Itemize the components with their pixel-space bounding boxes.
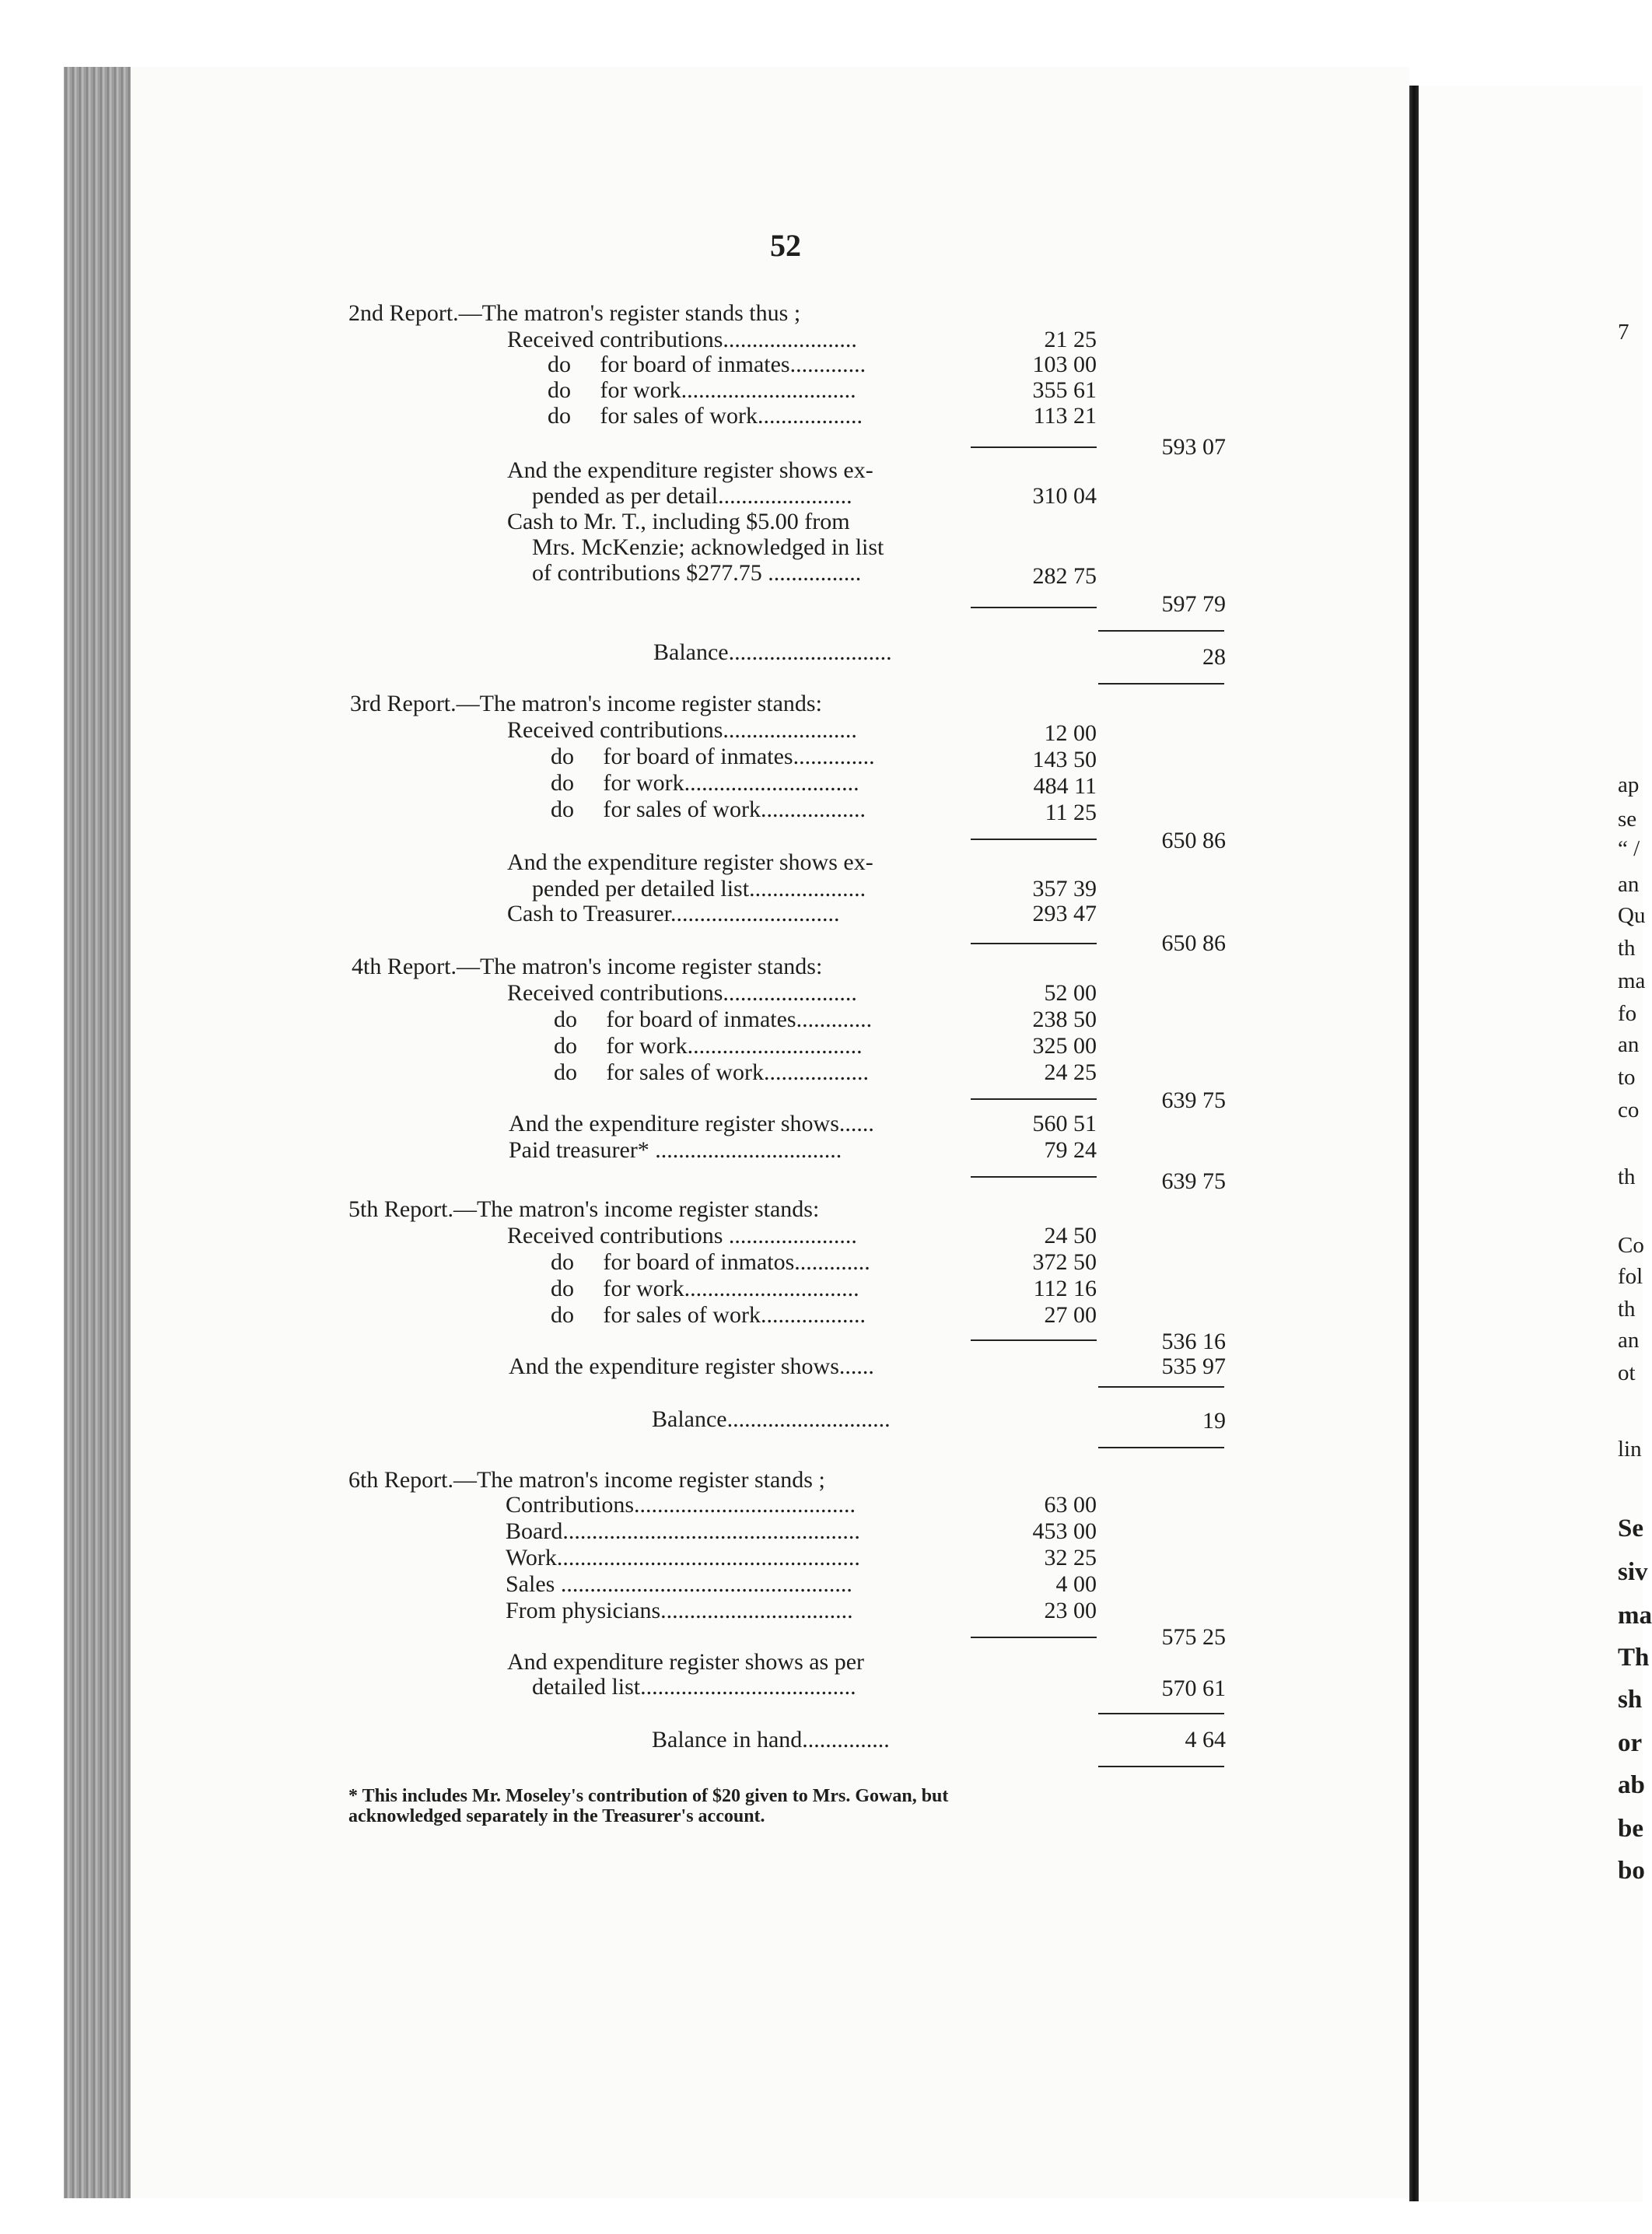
report-3-value-work: 484 11 xyxy=(1033,773,1097,799)
report-2-expenditure-total: 597 79 xyxy=(1161,591,1226,617)
report-2-income-total: 593 07 xyxy=(1161,434,1226,460)
report-5-heading: 5th Report.—The matron's income register stands: xyxy=(348,1196,820,1222)
report-3-cash-line: Cash to Treasurer............................. xyxy=(507,901,840,926)
balance-rule xyxy=(1098,1447,1224,1448)
report-4-line-sales: do for sales of work.................. xyxy=(554,1059,869,1085)
report-2-line-sales: do for sales of work.................. xyxy=(548,403,863,429)
report-6-balance-value: 4 64 xyxy=(1185,1727,1226,1753)
right-page-fragment: Th xyxy=(1618,1644,1650,1672)
report-5-value-sales: 27 00 xyxy=(1044,1302,1097,1328)
right-page-fragment: an xyxy=(1618,1032,1640,1057)
right-page-fragment: siv xyxy=(1618,1558,1648,1586)
report-6-line-contributions: Contributions...................................... xyxy=(506,1492,856,1518)
report-6-line-work: Work.................................................... xyxy=(506,1545,860,1570)
report-5-value-work: 112 16 xyxy=(1033,1276,1097,1301)
report-6-line-board: Board................................................... xyxy=(506,1518,860,1544)
sum-rule xyxy=(971,446,1097,448)
right-page-fragment: bo xyxy=(1618,1857,1645,1885)
sum-rule xyxy=(971,943,1097,944)
report-5-expenditure-line: And the expenditure register shows...... xyxy=(509,1353,874,1379)
right-page-fragment: fol xyxy=(1618,1264,1643,1289)
report-6-value-board: 453 00 xyxy=(1032,1518,1097,1544)
right-page-fragment: an xyxy=(1618,1328,1640,1353)
report-3-line-sales: do for sales of work.................. xyxy=(551,797,866,822)
right-page xyxy=(1419,86,1646,2201)
report-5-balance-label: Balance............................ xyxy=(652,1406,891,1432)
report-6-value-contributions: 63 00 xyxy=(1044,1492,1097,1518)
report-4-line-contributions: Received contributions....................... xyxy=(507,980,857,1006)
report-3-expenditure-line-1: And the expenditure register shows ex- xyxy=(507,849,873,875)
page-gutter xyxy=(64,67,131,2198)
right-page-fragment: or xyxy=(1618,1729,1643,1757)
footnote: * This includes Mr. Moseley's contribution of $20 given to Mrs. Gowan, but acknowledged separately in the Treasurer's account. xyxy=(348,1786,949,1826)
report-4-heading: 4th Report.—The matron's income register stands: xyxy=(352,954,823,979)
right-page-fragment: an xyxy=(1618,872,1640,897)
report-2-line-contributions: Received contributions....................... xyxy=(507,327,857,352)
right-page-fragment: “ / xyxy=(1618,836,1640,861)
sum-rule xyxy=(1098,630,1224,632)
report-2-value-board: 103 00 xyxy=(1032,352,1097,377)
report-2-line-work: do for work.............................. xyxy=(548,377,856,403)
report-2-cash-line-3: of contributions $277.75 ................ xyxy=(532,560,862,586)
sum-rule xyxy=(1098,1713,1224,1714)
right-page-fragment: lin xyxy=(1618,1437,1642,1462)
balance-rule xyxy=(1098,683,1224,685)
report-2-balance-label: Balance............................ xyxy=(653,639,892,665)
report-5-balance-value: 19 xyxy=(1202,1408,1226,1434)
right-page-fragment: Se xyxy=(1618,1514,1643,1542)
report-4-income-total: 639 75 xyxy=(1161,1087,1226,1113)
sum-rule xyxy=(971,1176,1097,1178)
right-page-fragment: Co xyxy=(1618,1233,1644,1258)
report-4-value-sales: 24 25 xyxy=(1044,1059,1097,1085)
report-5-value-board: 372 50 xyxy=(1032,1249,1097,1275)
report-4-value-work: 325 00 xyxy=(1032,1033,1097,1059)
right-page-fragment: fo xyxy=(1618,1001,1637,1026)
report-3-line-contributions: Received contributions....................... xyxy=(507,717,857,743)
report-3-cash-value: 293 47 xyxy=(1032,901,1097,926)
report-3-line-work: do for work.............................. xyxy=(551,770,859,796)
report-2-expenditure-value: 310 04 xyxy=(1032,483,1097,509)
report-3-value-sales: 11 25 xyxy=(1045,800,1097,825)
report-3-expenditure-line-2: pended per detailed list.................... xyxy=(532,876,866,902)
right-page-fragment: ma xyxy=(1618,968,1646,993)
right-page-fragment: th xyxy=(1618,1297,1636,1322)
report-4-line-board: do for board of inmates............. xyxy=(554,1007,873,1032)
right-page-fragment: to xyxy=(1618,1065,1636,1090)
report-4-paid-treasurer: Paid treasurer* ................................ xyxy=(509,1137,842,1163)
report-4-value-contributions: 52 00 xyxy=(1044,980,1097,1006)
sum-rule xyxy=(971,839,1097,840)
right-page-fragment: th xyxy=(1618,936,1636,961)
right-page-fragment: ot xyxy=(1618,1360,1636,1385)
report-3-income-total: 650 86 xyxy=(1161,828,1226,853)
report-2-expenditure-line-2: pended as per detail....................... xyxy=(532,483,852,509)
report-6-expenditure-line-1: And expenditure register shows as per xyxy=(507,1649,865,1675)
report-5-line-board: do for board of inmatos............. xyxy=(551,1249,870,1275)
report-5-income-total: 536 16 xyxy=(1161,1329,1226,1354)
report-2-heading: 2nd Report.—The matron's register stands thus ; xyxy=(348,300,801,326)
report-4-expenditure-total: 639 75 xyxy=(1161,1168,1226,1194)
report-4-expenditure-value: 560 51 xyxy=(1032,1111,1097,1136)
report-6-line-physicians: From physicians................................. xyxy=(506,1598,853,1623)
right-page-fragment: ab xyxy=(1618,1771,1645,1799)
report-4-value-board: 238 50 xyxy=(1032,1007,1097,1032)
report-6-heading: 6th Report.—The matron's income register stands ; xyxy=(348,1467,825,1493)
report-2-cash-line-2: Mrs. McKenzie; acknowledged in list xyxy=(532,534,884,560)
report-3-expenditure-total: 650 86 xyxy=(1161,930,1226,956)
report-4-expenditure-line: And the expenditure register shows...... xyxy=(509,1111,874,1136)
right-page-fragment: ma xyxy=(1618,1602,1652,1630)
right-page-fragment: se xyxy=(1618,807,1637,832)
right-page-fragment: ap xyxy=(1618,772,1640,797)
report-2-value-work: 355 61 xyxy=(1032,377,1097,403)
report-5-line-contributions: Received contributions ...................... xyxy=(507,1223,857,1248)
report-5-line-work: do for work.............................. xyxy=(551,1276,859,1301)
report-5-expenditure-value: 535 97 xyxy=(1161,1353,1226,1379)
right-page-fragment: be xyxy=(1618,1815,1643,1843)
report-6-balance-label: Balance in hand............... xyxy=(652,1727,890,1753)
page-number: 52 xyxy=(770,228,801,263)
report-6-value-sales: 4 00 xyxy=(1055,1571,1097,1597)
report-4-line-work: do for work.............................. xyxy=(554,1033,863,1059)
report-6-value-physicians: 23 00 xyxy=(1044,1598,1097,1623)
report-2-value-contributions: 21 25 xyxy=(1044,327,1097,352)
report-3-value-contributions: 12 00 xyxy=(1044,720,1097,746)
report-2-value-sales: 113 21 xyxy=(1033,403,1097,429)
report-6-line-sales: Sales .................................................. xyxy=(506,1571,852,1597)
report-4-paid-value: 79 24 xyxy=(1044,1137,1097,1163)
report-2-cash-line-1: Cash to Mr. T., including $5.00 from xyxy=(507,509,850,534)
right-page-fragment: th xyxy=(1618,1164,1636,1189)
report-2-balance-value: 28 xyxy=(1202,644,1226,670)
sum-rule xyxy=(971,1637,1097,1638)
report-5-line-sales: do for sales of work.................. xyxy=(551,1302,866,1328)
report-3-heading: 3rd Report.—The matron's income register stands: xyxy=(350,691,822,716)
report-2-line-board: do for board of inmates............. xyxy=(548,352,866,377)
book-spine xyxy=(1409,86,1419,2201)
report-3-value-board: 143 50 xyxy=(1032,747,1097,772)
report-6-expenditure-value: 570 61 xyxy=(1161,1676,1226,1701)
report-5-value-contributions: 24 50 xyxy=(1044,1223,1097,1248)
balance-rule xyxy=(1098,1766,1224,1767)
sum-rule xyxy=(1098,1386,1224,1388)
report-3-line-board: do for board of inmates.............. xyxy=(551,744,875,769)
right-page-fragment: co xyxy=(1618,1098,1640,1122)
report-6-value-work: 32 25 xyxy=(1044,1545,1097,1570)
report-6-expenditure-line-2: detailed list..................................... xyxy=(532,1674,856,1700)
report-3-expenditure-value: 357 39 xyxy=(1032,876,1097,902)
report-2-cash-value: 282 75 xyxy=(1032,563,1097,589)
sum-rule xyxy=(971,1098,1097,1100)
sum-rule xyxy=(971,1339,1097,1341)
report-2-expenditure-line-1: And the expenditure register shows ex- xyxy=(507,457,873,483)
right-page-fragment: sh xyxy=(1618,1686,1643,1714)
sum-rule xyxy=(971,607,1097,608)
right-page-fragment: Qu xyxy=(1618,903,1646,928)
report-6-income-total: 575 25 xyxy=(1161,1624,1226,1650)
right-page-fragment: 7 xyxy=(1618,320,1629,345)
